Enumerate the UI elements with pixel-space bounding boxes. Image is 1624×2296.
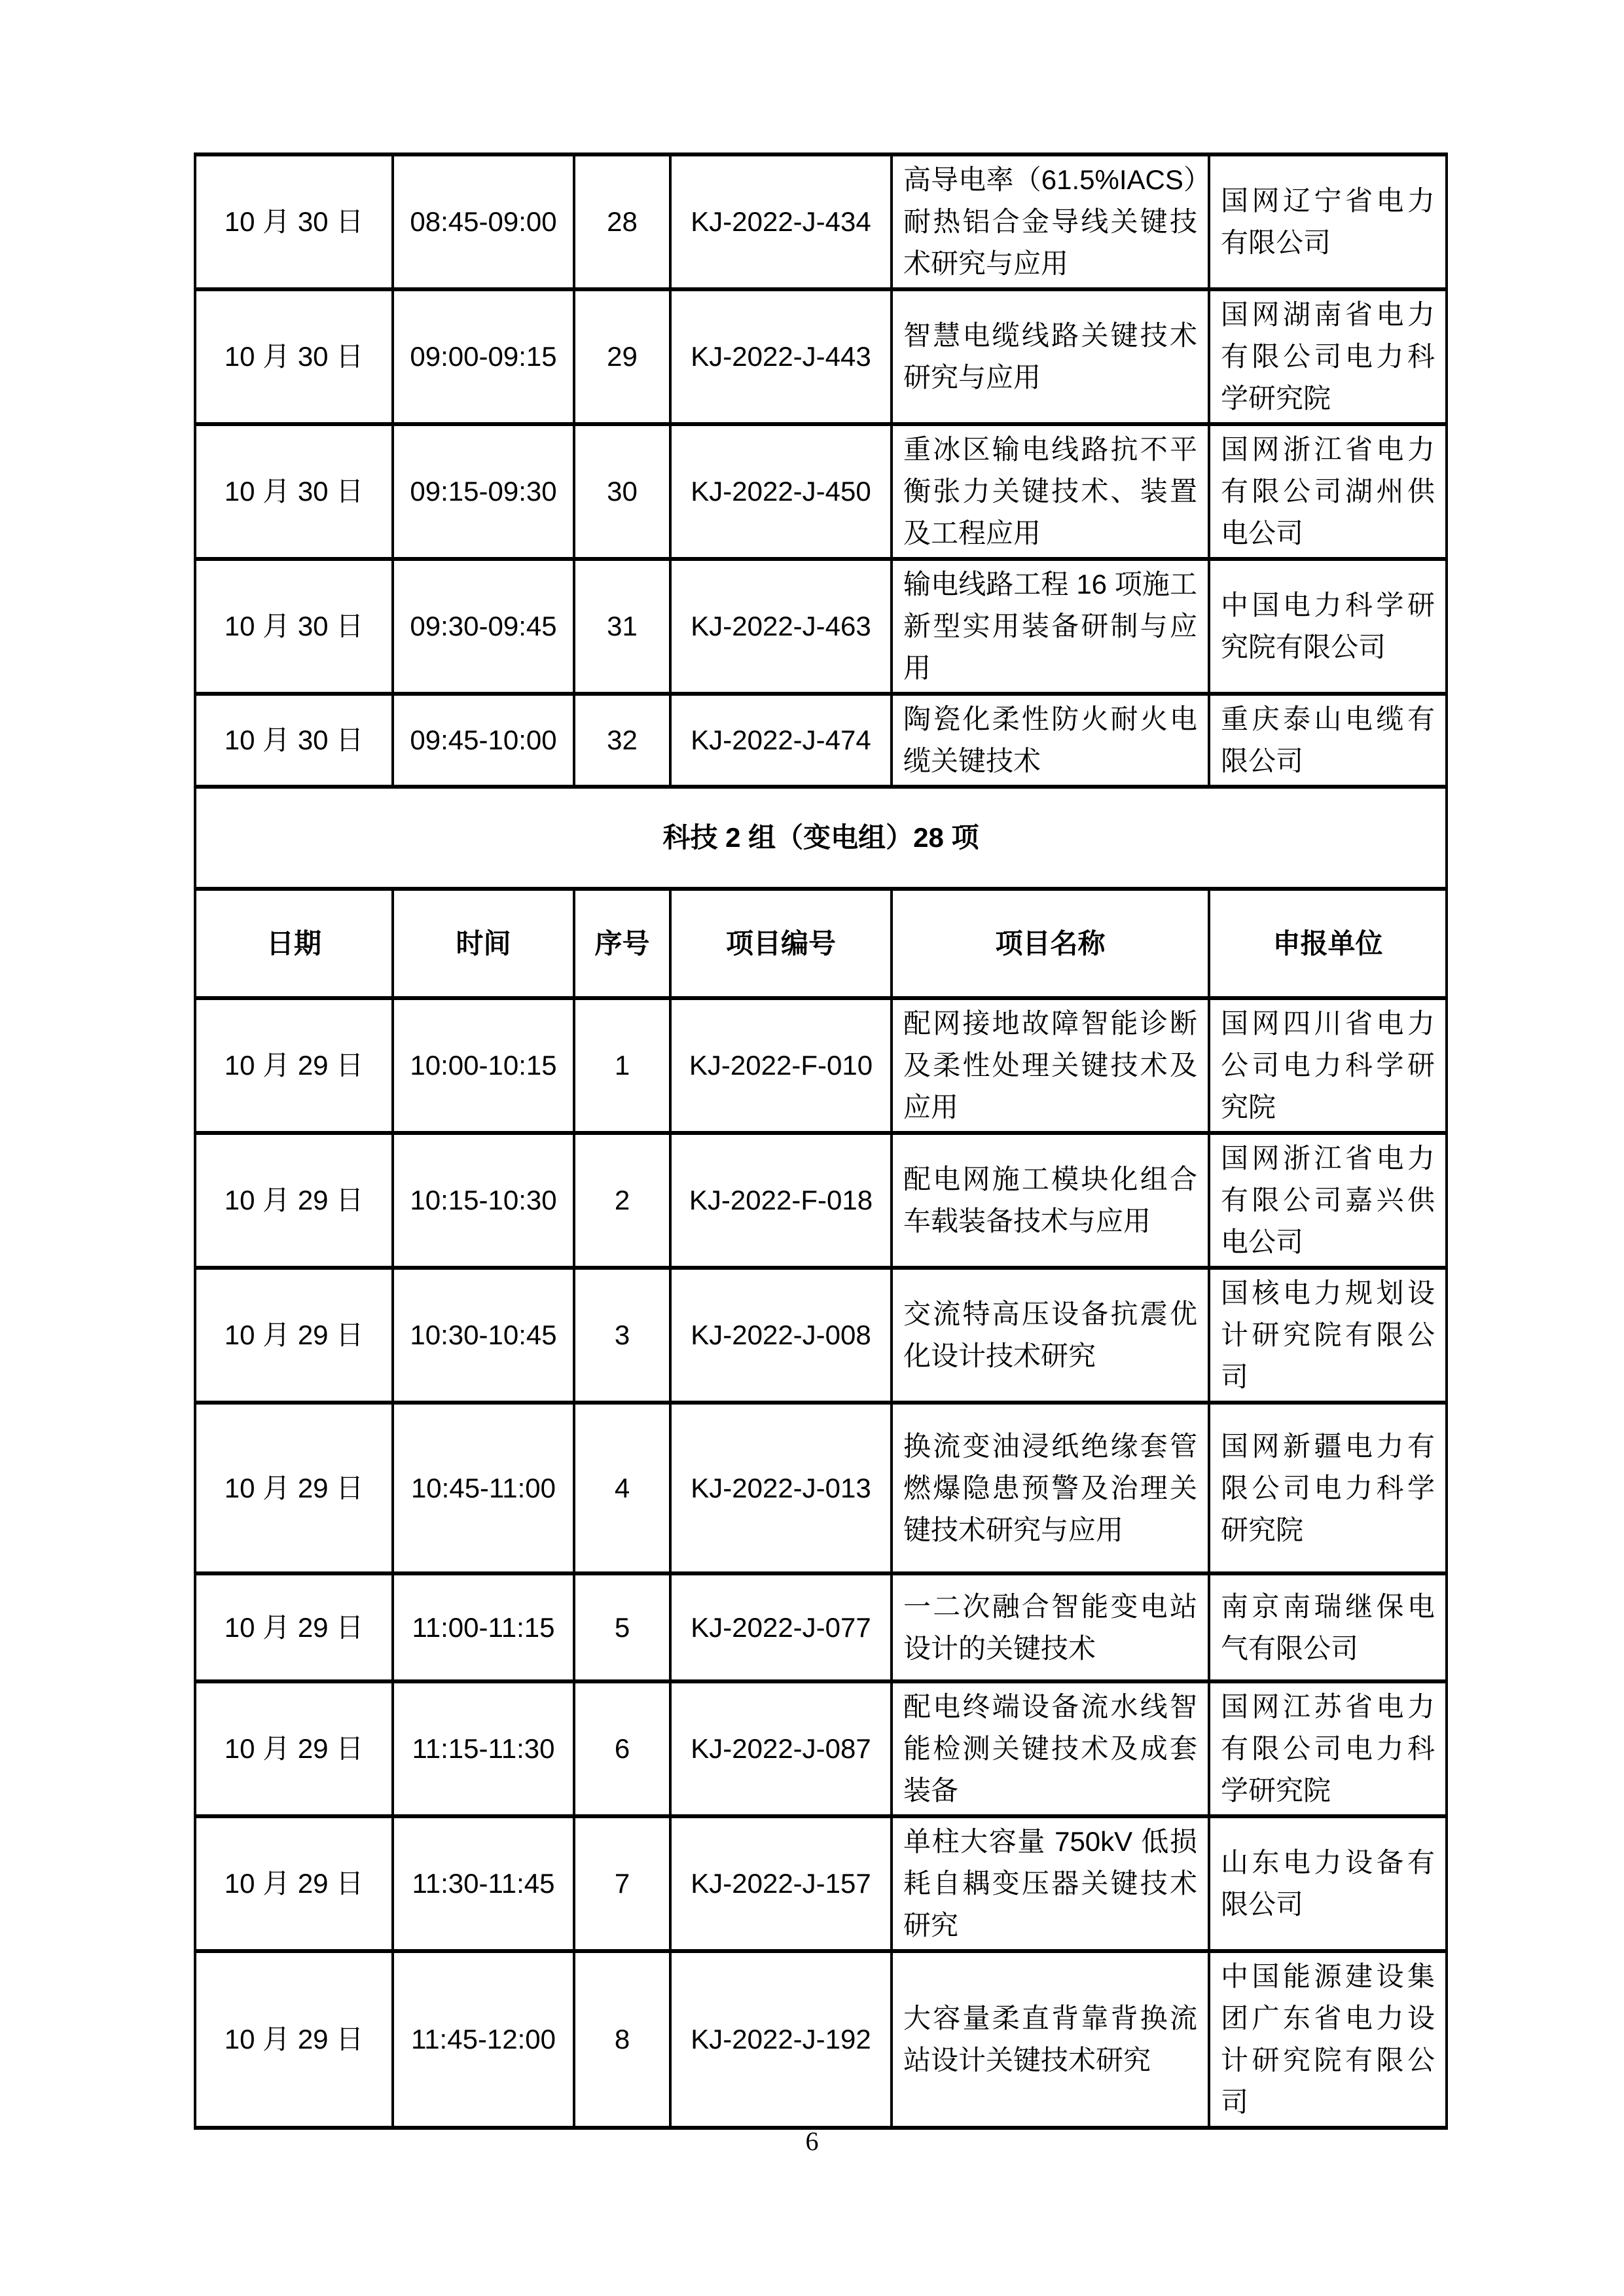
org-cell: 中国能源建设集团广东省电力设计研究院有限公司 (1209, 1951, 1447, 2128)
table-row (195, 424, 1447, 559)
date-cell: 10 月 30 日 (195, 154, 393, 289)
project-name-cell: 重冰区输电线路抗不平衡张力关键技术、装置及工程应用 (892, 424, 1209, 559)
table-row (195, 289, 1447, 424)
schedule-table (194, 152, 1448, 2130)
seq-cell: 2 (574, 1133, 670, 1268)
project-name-cell: 交流特高压设备抗震优化设计技术研究 (892, 1268, 1209, 1403)
org-cell: 国网四川省电力公司电力科学研究院 (1209, 998, 1447, 1133)
project-code-cell: KJ-2022-J-463 (670, 559, 892, 694)
section-title: 科技 2 组（变电组）28 项 (195, 787, 1447, 889)
seq-cell: 8 (574, 1951, 670, 2128)
time-cell: 10:00-10:15 (393, 998, 574, 1133)
project-name-cell: 输电线路工程 16 项施工新型实用装备研制与应用 (892, 559, 1209, 694)
date-cell: 10 月 29 日 (195, 998, 393, 1133)
project-code-cell: KJ-2022-J-192 (670, 1951, 892, 2128)
col-header-code: 项目编号 (670, 889, 892, 998)
section-title-row (195, 787, 1447, 889)
table-row (195, 694, 1447, 787)
project-code-cell: KJ-2022-J-013 (670, 1403, 892, 1573)
seq-cell: 4 (574, 1403, 670, 1573)
org-cell: 国网江苏省电力有限公司电力科学研究院 (1209, 1681, 1447, 1816)
project-code-cell: KJ-2022-J-087 (670, 1681, 892, 1816)
table-row (195, 1816, 1447, 1951)
seq-cell: 32 (574, 694, 670, 787)
table-row (195, 559, 1447, 694)
project-name-cell: 高导电率（61.5%IACS）耐热铝合金导线关键技术研究与应用 (892, 154, 1209, 289)
org-cell: 山东电力设备有限公司 (1209, 1816, 1447, 1951)
table-row (195, 998, 1447, 1133)
project-name-cell: 配网接地故障智能诊断及柔性处理关键技术及应用 (892, 998, 1209, 1133)
col-header-date: 日期 (195, 889, 393, 998)
time-cell: 10:30-10:45 (393, 1268, 574, 1403)
table-row (195, 1403, 1447, 1573)
table-row (195, 1681, 1447, 1816)
time-cell: 11:00-11:15 (393, 1573, 574, 1681)
project-name-cell: 智慧电缆线路关键技术研究与应用 (892, 289, 1209, 424)
seq-cell: 1 (574, 998, 670, 1133)
table-row (195, 1133, 1447, 1268)
seq-cell: 5 (574, 1573, 670, 1681)
seq-cell: 7 (574, 1816, 670, 1951)
project-code-cell: KJ-2022-J-077 (670, 1573, 892, 1681)
time-cell: 09:45-10:00 (393, 694, 574, 787)
seq-cell: 31 (574, 559, 670, 694)
project-code-cell: KJ-2022-J-443 (670, 289, 892, 424)
org-cell: 国网浙江省电力有限公司湖州供电公司 (1209, 424, 1447, 559)
table-row (195, 1268, 1447, 1403)
org-cell: 中国电力科学研究院有限公司 (1209, 559, 1447, 694)
seq-cell: 28 (574, 154, 670, 289)
date-cell: 10 月 29 日 (195, 1681, 393, 1816)
date-cell: 10 月 30 日 (195, 694, 393, 787)
org-cell: 国核电力规划设计研究院有限公司 (1209, 1268, 1447, 1403)
time-cell: 09:00-09:15 (393, 289, 574, 424)
date-cell: 10 月 29 日 (195, 1403, 393, 1573)
seq-cell: 30 (574, 424, 670, 559)
project-code-cell: KJ-2022-J-474 (670, 694, 892, 787)
col-header-org: 申报单位 (1209, 889, 1447, 998)
time-cell: 09:15-09:30 (393, 424, 574, 559)
project-code-cell: KJ-2022-F-010 (670, 998, 892, 1133)
time-cell: 11:30-11:45 (393, 1816, 574, 1951)
page-number: 6 (805, 2126, 819, 2156)
seq-cell: 6 (574, 1681, 670, 1816)
date-cell: 10 月 30 日 (195, 424, 393, 559)
table-row (195, 1951, 1447, 2128)
time-cell: 11:15-11:30 (393, 1681, 574, 1816)
project-code-cell: KJ-2022-F-018 (670, 1133, 892, 1268)
org-cell: 国网浙江省电力有限公司嘉兴供电公司 (1209, 1133, 1447, 1268)
project-code-cell: KJ-2022-J-434 (670, 154, 892, 289)
col-header-seq: 序号 (574, 889, 670, 998)
col-header-time: 时间 (393, 889, 574, 998)
time-cell: 08:45-09:00 (393, 154, 574, 289)
project-name-cell: 配电网施工模块化组合车载装备技术与应用 (892, 1133, 1209, 1268)
time-cell: 09:30-09:45 (393, 559, 574, 694)
org-cell: 国网辽宁省电力有限公司 (1209, 154, 1447, 289)
date-cell: 10 月 29 日 (195, 1573, 393, 1681)
time-cell: 11:45-12:00 (393, 1951, 574, 2128)
project-code-cell: KJ-2022-J-008 (670, 1268, 892, 1403)
date-cell: 10 月 29 日 (195, 1816, 393, 1951)
org-cell: 南京南瑞继保电气有限公司 (1209, 1573, 1447, 1681)
col-header-name: 项目名称 (892, 889, 1209, 998)
org-cell: 重庆泰山电缆有限公司 (1209, 694, 1447, 787)
date-cell: 10 月 30 日 (195, 289, 393, 424)
date-cell: 10 月 29 日 (195, 1133, 393, 1268)
project-name-cell: 陶瓷化柔性防火耐火电缆关键技术 (892, 694, 1209, 787)
project-code-cell: KJ-2022-J-450 (670, 424, 892, 559)
date-cell: 10 月 29 日 (195, 1951, 393, 2128)
seq-cell: 29 (574, 289, 670, 424)
time-cell: 10:45-11:00 (393, 1403, 574, 1573)
org-cell: 国网湖南省电力有限公司电力科学研究院 (1209, 289, 1447, 424)
project-code-cell: KJ-2022-J-157 (670, 1816, 892, 1951)
date-cell: 10 月 29 日 (195, 1268, 393, 1403)
time-cell: 10:15-10:30 (393, 1133, 574, 1268)
header-row (195, 889, 1447, 998)
project-name-cell: 大容量柔直背靠背换流站设计关键技术研究 (892, 1951, 1209, 2128)
project-name-cell: 换流变油浸纸绝缘套管燃爆隐患预警及治理关键技术研究与应用 (892, 1403, 1209, 1573)
date-cell: 10 月 30 日 (195, 559, 393, 694)
org-cell: 国网新疆电力有限公司电力科学研究院 (1209, 1403, 1447, 1573)
table-row (195, 1573, 1447, 1681)
project-name-cell: 单柱大容量 750kV 低损耗自耦变压器关键技术研究 (892, 1816, 1209, 1951)
project-name-cell: 配电终端设备流水线智能检测关键技术及成套装备 (892, 1681, 1209, 1816)
table-row (195, 154, 1447, 289)
project-name-cell: 一二次融合智能变电站设计的关键技术 (892, 1573, 1209, 1681)
seq-cell: 3 (574, 1268, 670, 1403)
